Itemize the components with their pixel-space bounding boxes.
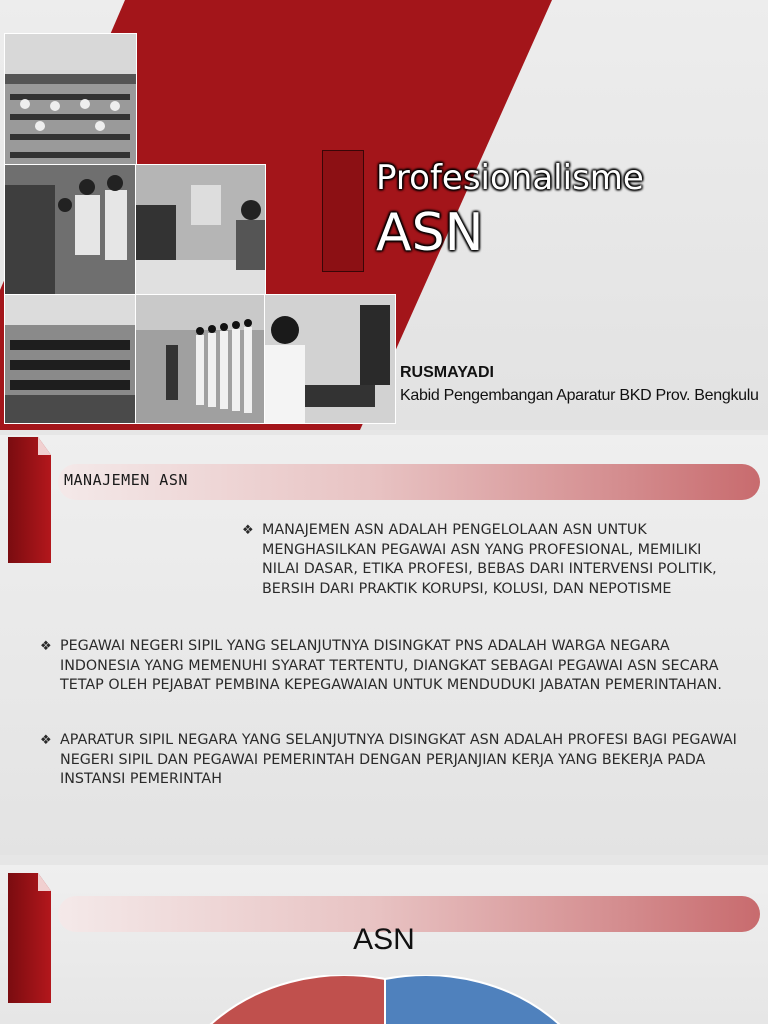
pie-segment-left — [210, 975, 385, 1024]
pie-segment-right — [385, 975, 560, 1024]
photo-office-crowd — [4, 164, 137, 296]
bullet-item — [242, 521, 732, 599]
diagram-title: ASN — [353, 923, 415, 956]
title-slide — [0, 0, 768, 430]
photo-classroom-exam — [4, 33, 137, 166]
title-accent-bar — [322, 150, 364, 272]
diamond-bullet-icon: ❖ — [40, 639, 52, 654]
content-slide-manajemen — [0, 435, 768, 855]
section-header: MANAJEMEN ASN — [64, 471, 188, 489]
content-slide-asn — [0, 865, 768, 1024]
slide-title-line1: Profesionalisme — [376, 158, 644, 198]
photo-computer-workers — [135, 164, 266, 296]
bullet-text: APARATUR SIPIL NEGARA YANG SELANJUTNYA DISINGKAT ASN ADALAH PROFESI BAGI PEGAWAI NEGERI SIPIL DAN PEGAWAI PEMERINTAH DENGAN PERJANJIAN KERJA YANG BEKERJA PADA INSTANSI PEMERINTAH — [60, 732, 737, 787]
asn-pie-diagram — [200, 975, 570, 1024]
author-role: Kabid Pengembangan Aparatur BKD Prov. Bengkulu — [400, 387, 759, 404]
slide-title-line2: ASN — [376, 203, 484, 263]
bullet-item — [40, 731, 740, 790]
diamond-bullet-icon: ❖ — [242, 523, 254, 538]
diamond-bullet-icon: ❖ — [40, 733, 52, 748]
author-name: RUSMAYADI — [400, 364, 494, 381]
photo-ceremony-line — [135, 294, 266, 424]
bullet-text: MANAJEMEN ASN ADALAH PENGELOLAAN ASN UNTUK MENGHASILKAN PEGAWAI ASN YANG PROFESIONAL, MEMILIKI NILAI DASAR, ETIKA PROFESI, BEBAS DARI INTERVENSI POLITIK, BERSIH DARI PRAKTIK KORUPSI, KOLUSI, DAN NEPOTISME — [262, 522, 717, 597]
bullet-text: PEGAWAI NEGERI SIPIL YANG SELANJUTNYA DISINGKAT PNS ADALAH WARGA NEGARA INDONESIA YANG MEMENUHI SYARAT TERTENTU, DIANGKAT SEBAGAI PEGAWAI ASN SECARA TETAP OLEH PEJABAT PEMBINA KEPEGAWAIAN UNTUK MENDUDUKI JABATAN PEMERINTAHAN. — [60, 638, 722, 693]
photo-computer-user — [264, 294, 396, 424]
bullet-item — [40, 637, 740, 696]
folded-tab-icon — [8, 437, 51, 563]
photo-hall-seated — [4, 294, 137, 424]
